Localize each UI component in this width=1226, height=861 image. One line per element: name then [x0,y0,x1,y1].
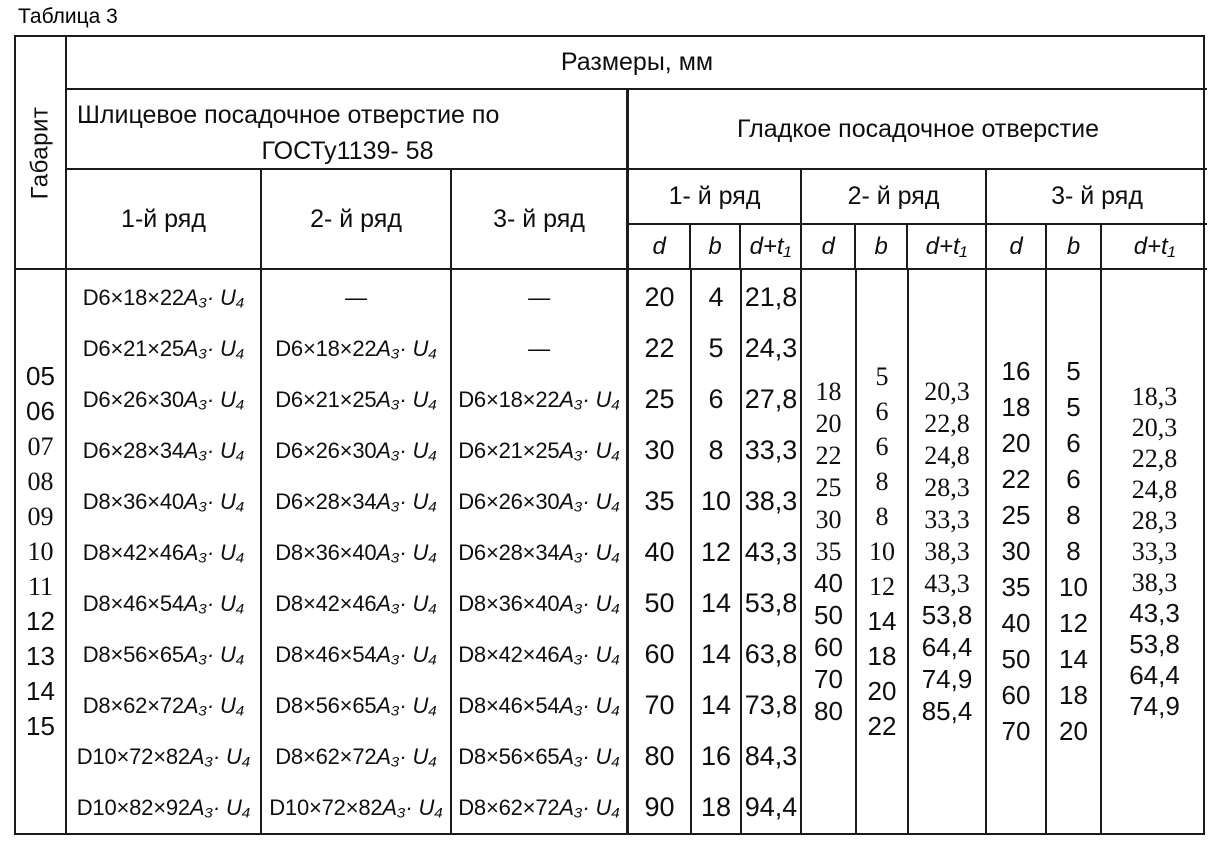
table-cell-value: 13 [26,641,55,671]
spline-designation: D8×56×65 [82,641,184,667]
table-cell-value [83,425,245,476]
fit-class: A₃· U₄ [376,641,437,667]
table-cell-value: 64,4 [921,632,973,662]
table-main [67,37,1207,833]
header-gabarit-label: Габарит [26,106,54,199]
header-smooth-row-1: 1- й ряд [629,170,800,225]
table-cell-value: 21,8 [744,282,798,312]
table-cell-value: 50 [814,600,843,630]
header-sizes-label: Размеры, мм [560,48,714,76]
table-cell-value: 50 [644,588,675,618]
table-cell-value: 8 [708,435,724,465]
header-smooth-title [629,90,1207,168]
table-caption: Таблица 3 [18,5,118,28]
table-cell-value: 6 [1066,464,1081,494]
column-smooth1-b-values [692,270,742,833]
table-cell-value: 38,3 [744,486,798,516]
fit-class: A₃· U₄ [376,539,437,565]
table-cell-value: 14 [700,690,732,720]
table-cell-value: 70 [814,664,843,694]
table-cell-value: 12 [26,606,55,636]
table-cell-value [275,731,437,782]
header-col-b-1: b [691,225,740,268]
fit-class: A₃· U₄ [559,641,620,667]
table-cell-value: 05 [26,361,55,391]
spline-designation: D6×28×34 [458,539,560,565]
fit-class: A₃· U₄ [376,590,437,616]
table-cell-value: 38,3 [924,536,970,566]
table-cell-value: 12 [1059,608,1088,638]
header-smooth-title-label: Гладкое посадочное отверстие [737,114,1099,143]
table-cell-value: 10 [27,536,54,566]
spline-designation: D6×26×30 [458,488,560,514]
table-cell-value: 22 [815,440,842,470]
table-cell-value: 73,8 [744,690,798,720]
table-cell-value [83,323,245,374]
spline-designation: D8×36×40 [275,539,377,565]
table-cell-value: 20 [867,676,897,706]
fit-class: A₃· U₄ [189,743,251,769]
column-spline-row2-values [262,270,452,833]
table-cell-value: 8 [1066,536,1081,566]
header-smooth-group-2 [802,170,987,268]
table-cell-value: 60 [1001,680,1031,710]
table-cell-value [83,476,245,527]
spline-designation: D8×56×65 [458,743,560,769]
table-cell-value: 80 [814,696,843,726]
table-cell-value: 25 [815,472,842,502]
table-cell-value: 14 [867,606,897,636]
table-cell-value: 30 [644,435,675,465]
column-smooth1-d-values [629,270,692,833]
table-cell-value: 22,8 [924,408,970,438]
header-spline-title [67,90,629,168]
table-cell-value [458,782,620,833]
table-cell-value: 20 [644,282,675,312]
table-cell-value [458,476,620,527]
table-cell-value: 60 [644,639,675,669]
fit-class: A₃· U₄ [183,386,245,412]
table-cell-value: 5 [875,361,889,391]
table-cell-value: 10 [869,536,895,566]
table-cell-value [275,476,437,527]
spline-designation: D6×18×22 [275,335,377,361]
header-col-d-2: d [802,225,856,268]
table-cell-value: 4 [708,282,724,312]
header-spline-row-3: 3- й ряд [452,170,629,268]
table-cell-value: 50 [1001,644,1031,674]
table-cell-value: 74,9 [1129,691,1180,721]
table-cell-value: 20,3 [1131,412,1178,442]
table-cell-value: 30 [1001,536,1031,566]
header-spline-row-2: 2- й ряд [262,170,452,268]
table-cell-value: 5 [708,333,724,363]
table-cell-value: 15 [26,711,55,741]
spline-designation: D10×72×82 [76,743,190,769]
table-cell-value: 40 [1001,608,1031,638]
spline-designation: D10×82×92 [76,794,190,820]
table-cell-value: 09 [27,501,54,531]
table-cell-value [83,680,245,731]
table-cell-value: 18 [700,792,732,822]
table-cell-value [275,680,437,731]
table-cell-value: 85,4 [921,696,973,726]
header-smooth-row-3: 3- й ряд [987,170,1207,225]
table-cell-value: 18 [867,641,897,671]
table-cell-value: 20,3 [924,376,970,406]
table-cell-value [458,731,620,782]
column-smooth2-d-values [802,270,857,833]
header-col-b-2: b [856,225,907,268]
table-cell-value: 22 [867,711,897,741]
table-cell-value [275,323,437,374]
table-cell-value: 38,3 [1131,567,1178,597]
table-cell-value: 10 [1059,572,1088,602]
header-col-dt-1: d+t₁ [749,232,792,260]
table-cell-value: 20 [815,408,842,438]
header-smooth-sub-1 [629,225,800,268]
spline-designation: D6×18×22 [458,386,560,412]
table-cell-value: 74,9 [921,664,973,694]
table-cell-value: 16 [700,741,732,771]
table-cell-value: 8 [875,501,889,531]
table-cell-value: 11 [27,571,54,601]
column-smooth3-d-values [987,270,1047,833]
fit-class: A₃· U₄ [376,488,437,514]
table-cell-value: 27,8 [744,384,798,414]
table-cell-value: 33,3 [744,435,798,465]
table-cell-value: 25 [644,384,675,414]
column-spline-row3-values [452,270,629,833]
table-cell-value: 12 [869,571,895,601]
spline-designation: D8×42×46 [458,641,560,667]
header-smooth-sub-3 [987,225,1207,268]
column-gabarit-values [16,270,65,833]
fit-class: A₃· U₄ [376,386,437,412]
header-spline-title-line2: ГОСТу1139- 58 [261,137,434,165]
fit-class: A₃· U₄ [382,794,443,820]
fit-class: A₃· U₄ [559,539,620,565]
table-cell-value: 90 [644,792,675,822]
table-cell-value [275,425,437,476]
spline-designation: D8×62×72 [82,692,184,718]
fit-class: A₃· U₄ [376,743,437,769]
table-cell-value [275,527,437,578]
table-cell-value [458,629,620,680]
table-cell-value [77,782,251,833]
header-col-d-3: d [987,225,1047,268]
header-subcolumns-row [67,170,1207,270]
spline-designation: D6×26×30 [275,437,377,463]
table-cell-value: 6 [708,384,724,414]
spline-designation: D6×21×25 [275,386,377,412]
column-smooth2-b-values [857,270,909,833]
table-cell-value: 18,3 [1131,381,1178,411]
table-cell-value [458,527,620,578]
header-smooth-row-2: 2- й ряд [802,170,985,225]
table-cell-value: 6 [875,431,889,461]
table-cell-value: 53,8 [744,588,798,618]
table-cell-value: 22 [1001,464,1031,494]
table-cell-value: 94,4 [744,792,798,822]
table-cell-value [77,731,251,782]
table-cell-value [458,425,620,476]
fit-class: A₃· U₄ [183,284,245,310]
table-cell-value: 70 [1001,716,1031,746]
table-cell-value: 12 [700,537,732,567]
table-cell-value [275,629,437,680]
table-cell-value: 33,3 [924,504,970,534]
spline-designation: D8×62×72 [275,743,377,769]
spline-designation: D8×46×54 [82,590,184,616]
table-cell-value [83,272,245,323]
fit-class: A₃· U₄ [183,488,245,514]
table-cell-value: 35 [815,536,842,566]
dimensions-table [14,35,1205,835]
table-cell-value: 20 [1059,716,1088,746]
table-cell-value [83,578,245,629]
table-cell-value [458,578,620,629]
spline-designation: D8×36×40 [458,590,560,616]
table-cell-value: 14 [1059,644,1088,674]
fit-class: A₃· U₄ [559,488,620,514]
table-cell-value [269,782,443,833]
header-col-d-1: d [629,225,691,268]
header-col-dt-3: d+t₁ [1133,232,1176,260]
spline-designation: D8×46×54 [458,692,560,718]
header-sections-row [67,90,1207,170]
table-cell-value: 35 [1001,572,1031,602]
fit-class: A₃· U₄ [559,743,620,769]
header-spline-title-line1: Шлицевое посадочное отверстие по [77,100,500,129]
table-cell-value [83,374,245,425]
column-smooth2-dt-values [909,270,987,833]
table-cell-value: 18 [1059,680,1088,710]
header-sizes-row [67,37,1207,90]
spline-designation: D8×42×46 [82,539,184,565]
spline-designation: D10×72×82 [269,794,383,820]
header-col-dt-2: d+t₁ [925,232,968,260]
spline-designation: D8×36×40 [82,488,184,514]
table-cell-value [83,527,245,578]
table-cell-value: 40 [814,568,843,598]
table-cell-value: 06 [26,396,55,426]
table-cell-value: 53,8 [1129,629,1180,659]
table-cell-value [458,680,620,731]
table-cell-value: 22 [644,333,675,363]
table-cell-value [83,629,245,680]
fit-class: A₃· U₄ [376,437,437,463]
table-cell-value: 08 [27,466,54,496]
table-cell-value: — [528,284,550,310]
table-cell-value: 10 [700,486,732,516]
spline-designation: D6×28×34 [82,437,184,463]
header-col-b-3: b [1047,225,1102,268]
spline-designation: D8×56×65 [275,692,377,718]
fit-class: A₃· U₄ [376,335,437,361]
table-cell-value: 43,3 [924,568,970,598]
table-cell-value: 6 [1066,428,1081,458]
table-cell-value: 18 [815,376,842,406]
table-cell-value: 43,3 [744,537,798,567]
table-cell-value: 18 [1001,392,1031,422]
spline-designation: D8×62×72 [458,794,560,820]
fit-class: A₃· U₄ [183,590,245,616]
fit-class: A₃· U₄ [559,794,620,820]
spline-designation: D6×21×25 [458,437,560,463]
header-smooth-group-1 [629,170,802,268]
column-smooth3-dt-values [1102,270,1207,833]
table-cell-value: 28,3 [1131,505,1178,535]
header-smooth-group-3 [987,170,1207,268]
table-cell-value: 5 [1066,356,1081,386]
table-cell-value [275,578,437,629]
column-gabarit [16,37,67,833]
table-cell-value: 5 [1066,392,1081,422]
table-cell-value: 07 [27,431,54,461]
table-cell-value: 14 [700,639,732,669]
table-cell-value: — [528,335,550,361]
fit-class: A₃· U₄ [376,692,437,718]
fit-class: A₃· U₄ [559,590,620,616]
table-cell-value: 16 [1001,356,1031,386]
table-cell-value: 70 [644,690,675,720]
table-cell-value: 43,3 [1129,598,1180,628]
table-cell-value: 6 [875,396,889,426]
header-smooth-sub-2 [802,225,985,268]
table-cell-value: 30 [815,504,842,534]
spline-designation: D6×21×25 [82,335,184,361]
table-cell-value: 40 [644,537,675,567]
table-cell-value: 80 [644,741,675,771]
table-cell-value: 53,8 [921,600,973,630]
table-cell-value: 25 [1001,500,1031,530]
table-cell-value: 20 [1001,428,1031,458]
table-cell-value: — [345,284,367,310]
table-cell-value: 84,3 [744,741,798,771]
column-smooth3-b-values [1047,270,1102,833]
table-cell-value: 33,3 [1131,536,1178,566]
fit-class: A₃· U₄ [183,641,245,667]
table-cell-value: 24,3 [744,333,798,363]
table-cell-value: 64,4 [1129,660,1180,690]
table-cell-value: 24,8 [1131,474,1178,504]
table-body [67,270,1207,833]
spline-designation: D8×46×54 [275,641,377,667]
header-gabarit [16,37,65,270]
fit-class: A₃· U₄ [183,437,245,463]
table-cell-value: 60 [814,632,843,662]
column-spline-row1-values [67,270,262,833]
fit-class: A₃· U₄ [183,335,245,361]
spline-designation: D6×26×30 [82,386,184,412]
spline-designation: D6×28×34 [275,488,377,514]
table-cell-value: 22,8 [1131,443,1178,473]
fit-class: A₃· U₄ [559,692,620,718]
table-cell-value [275,374,437,425]
fit-class: A₃· U₄ [189,794,251,820]
table-cell-value: 8 [1066,500,1081,530]
header-spline-row-1: 1-й ряд [67,170,262,268]
table-cell-value: 14 [700,588,732,618]
table-cell-value [458,374,620,425]
fit-class: A₃· U₄ [183,539,245,565]
table-cell-value: 28,3 [924,472,970,502]
column-smooth1-dt-values [742,270,802,833]
table-cell-value: 63,8 [744,639,798,669]
table-cell-value: 8 [875,466,889,496]
table-cell-value: 14 [26,676,55,706]
table-cell-value: 35 [644,486,675,516]
fit-class: A₃· U₄ [183,692,245,718]
table-cell-value: 24,8 [924,440,970,470]
fit-class: A₃· U₄ [559,437,620,463]
spline-designation: D6×18×22 [82,284,184,310]
fit-class: A₃· U₄ [559,386,620,412]
spline-designation: D8×42×46 [275,590,377,616]
